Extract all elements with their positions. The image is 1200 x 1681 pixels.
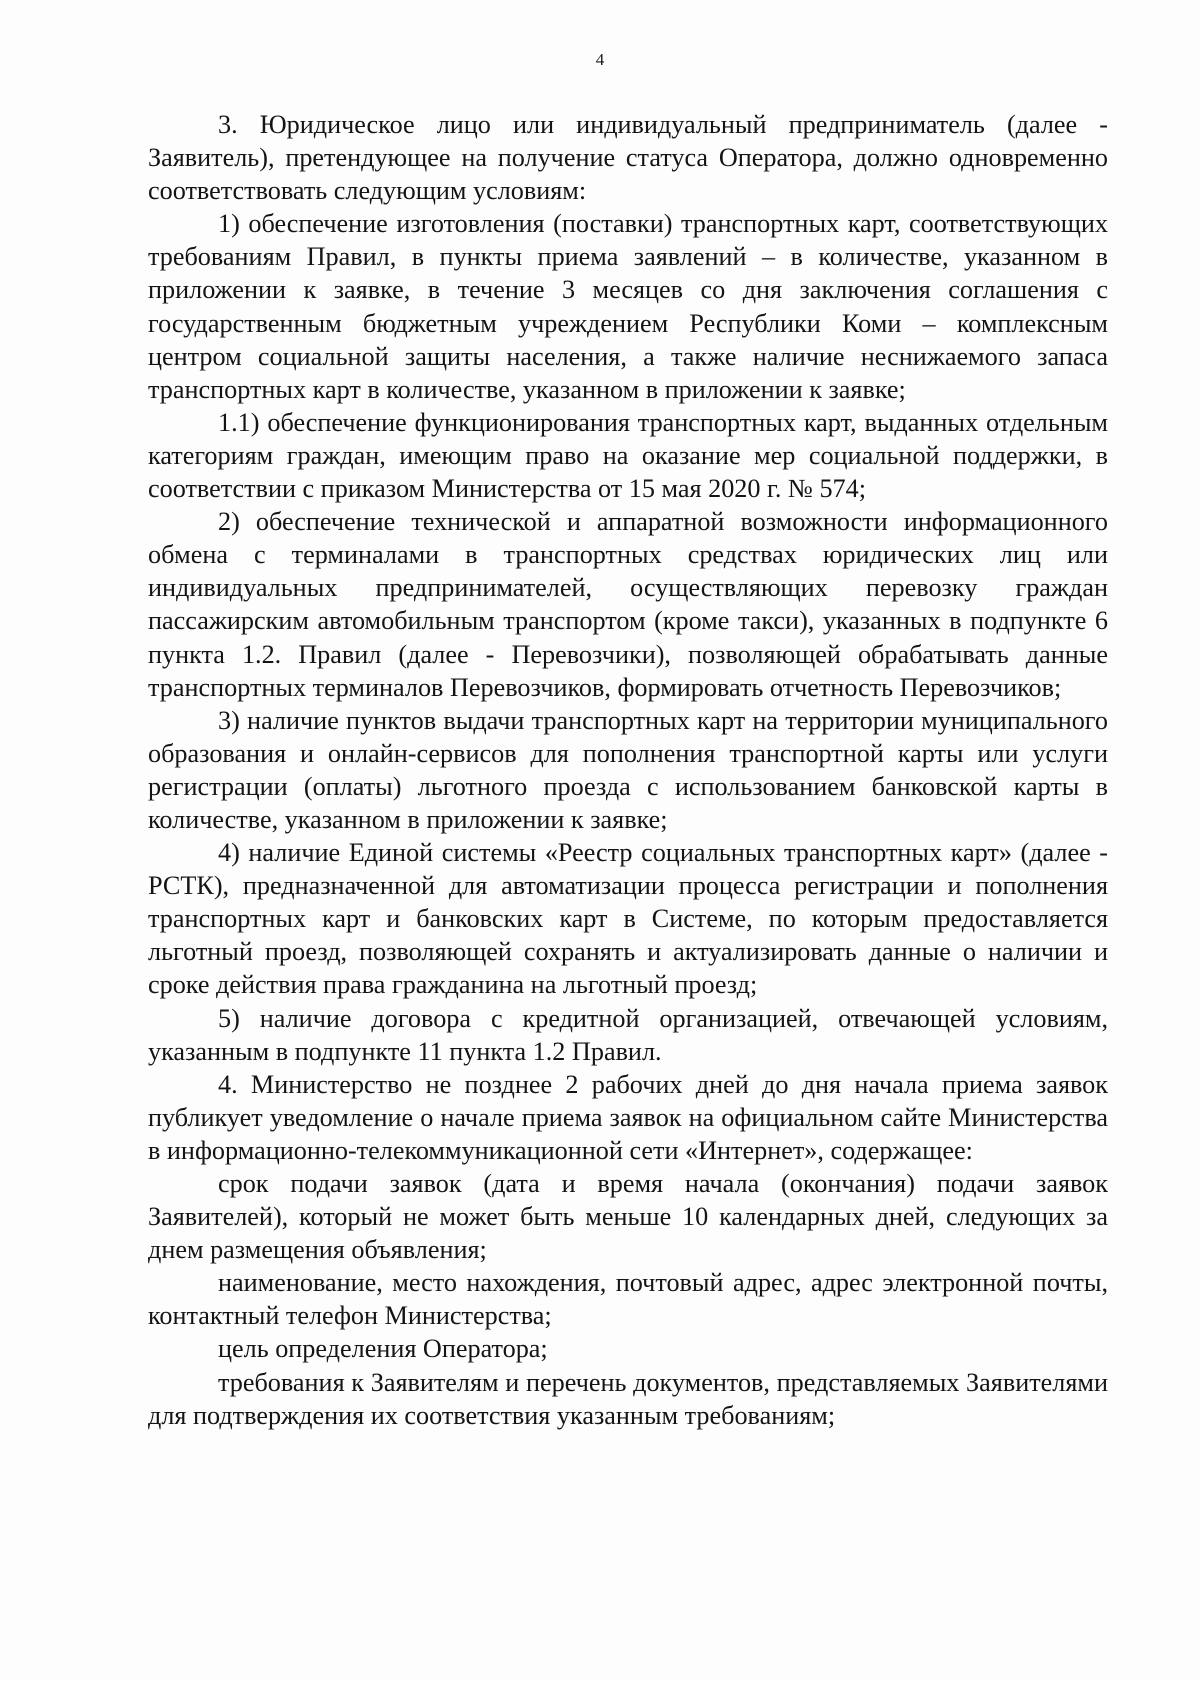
document-body bbox=[148, 108, 1108, 1432]
paragraph-3-item-2: 2) обеспечение технической и аппаратной возможности информационного обмена с терминалами в транспортных средствах юридических лиц или индивидуальных предпринимателей, осуществляющих перевозку граждан пассажирским автомобильным транспортом (кроме такси), указанных в подпункте 6 пункта 1.2. Правил (далее - Перевозчики), позволяющей обрабатывать данные транспортных терминалов Перевозчиков, формировать отчетность Перевозчиков; bbox=[148, 507, 1108, 702]
paragraph-3-item-1: 1) обеспечение изготовления (поставки) транспортных карт, соответствующих требованиям Правил, в пункты приема заявлений – в количестве, указанном в приложении к заявке, в течение 3 месяцев со дня заключения соглашения с государственным бюджетным учреждением Республики Коми – комплексным центром социальной защиты населения, а также наличие неснижаемого запаса транспортных карт в количестве, указанном в приложении к заявке; bbox=[148, 209, 1108, 404]
paragraph-3-item-5: 5) наличие договора с кредитной организацией, отвечающей условиям, указанным в подпункте 11 пункта 1.2 Правил. bbox=[148, 1003, 1108, 1066]
paragraph-3-item-4: 4) наличие Единой системы «Реестр социальных транспортных карт» (далее - РСТК), предназначенной для автоматизации процесса регистрации и пополнения транспортных карт и банковских карт в Системе, по которым предоставляется льготный проезд, позволяющей сохранять и актуализировать данные о наличии и сроке действия права гражданина на льготный проезд; bbox=[148, 838, 1108, 1000]
paragraph-4-item-contacts: наименование, место нахождения, почтовый адрес, адрес электронной почты, контактный телефон Министерства; bbox=[148, 1268, 1108, 1331]
page-number: 4 bbox=[595, 50, 605, 69]
paragraph-4-item-goal: цель определения Оператора; bbox=[218, 1334, 548, 1364]
paragraph-3: 3. Юридическое лицо или индивидуальный предприниматель (далее - Заявитель), претендующее на получение статуса Оператора, должно одновременно соответствовать следующим условиям: bbox=[148, 110, 1108, 206]
paragraph-3-item-3: 3) наличие пунктов выдачи транспортных карт на территории муниципального образования и онлайн-сервисов для пополнения транспортной карты или услуги регистрации (оплаты) льготного проезда с использованием банковской карты в количестве, указанном в приложении к заявке; bbox=[148, 705, 1108, 834]
paragraph-4-item-requirements: требования к Заявителям и перечень документов, представляемых Заявителями для подтверждения их соответствия указанным требованиям; bbox=[148, 1367, 1108, 1430]
paragraph-4: 4. Министерство не позднее 2 рабочих дней до дня начала приема заявок публикует уведомление о начале приема заявок на официальном сайте Министерства в информационно-телекоммуникационной сети «Интернет», содержащее: bbox=[148, 1069, 1108, 1165]
paragraph-3-item-1-1: 1.1) обеспечение функционирования транспортных карт, выданных отдельным категориям граждан, имеющим право на оказание мер социальной поддержки, в соответствии с приказом Министерства от 15 мая 2020 г. № 574; bbox=[148, 407, 1108, 504]
paragraph-4-item-deadline: срок подачи заявок (дата и время начала (окончания) подачи заявок Заявителей), который не может быть меньше 10 календарных дней, следующих за днем размещения объявления; bbox=[148, 1169, 1108, 1265]
